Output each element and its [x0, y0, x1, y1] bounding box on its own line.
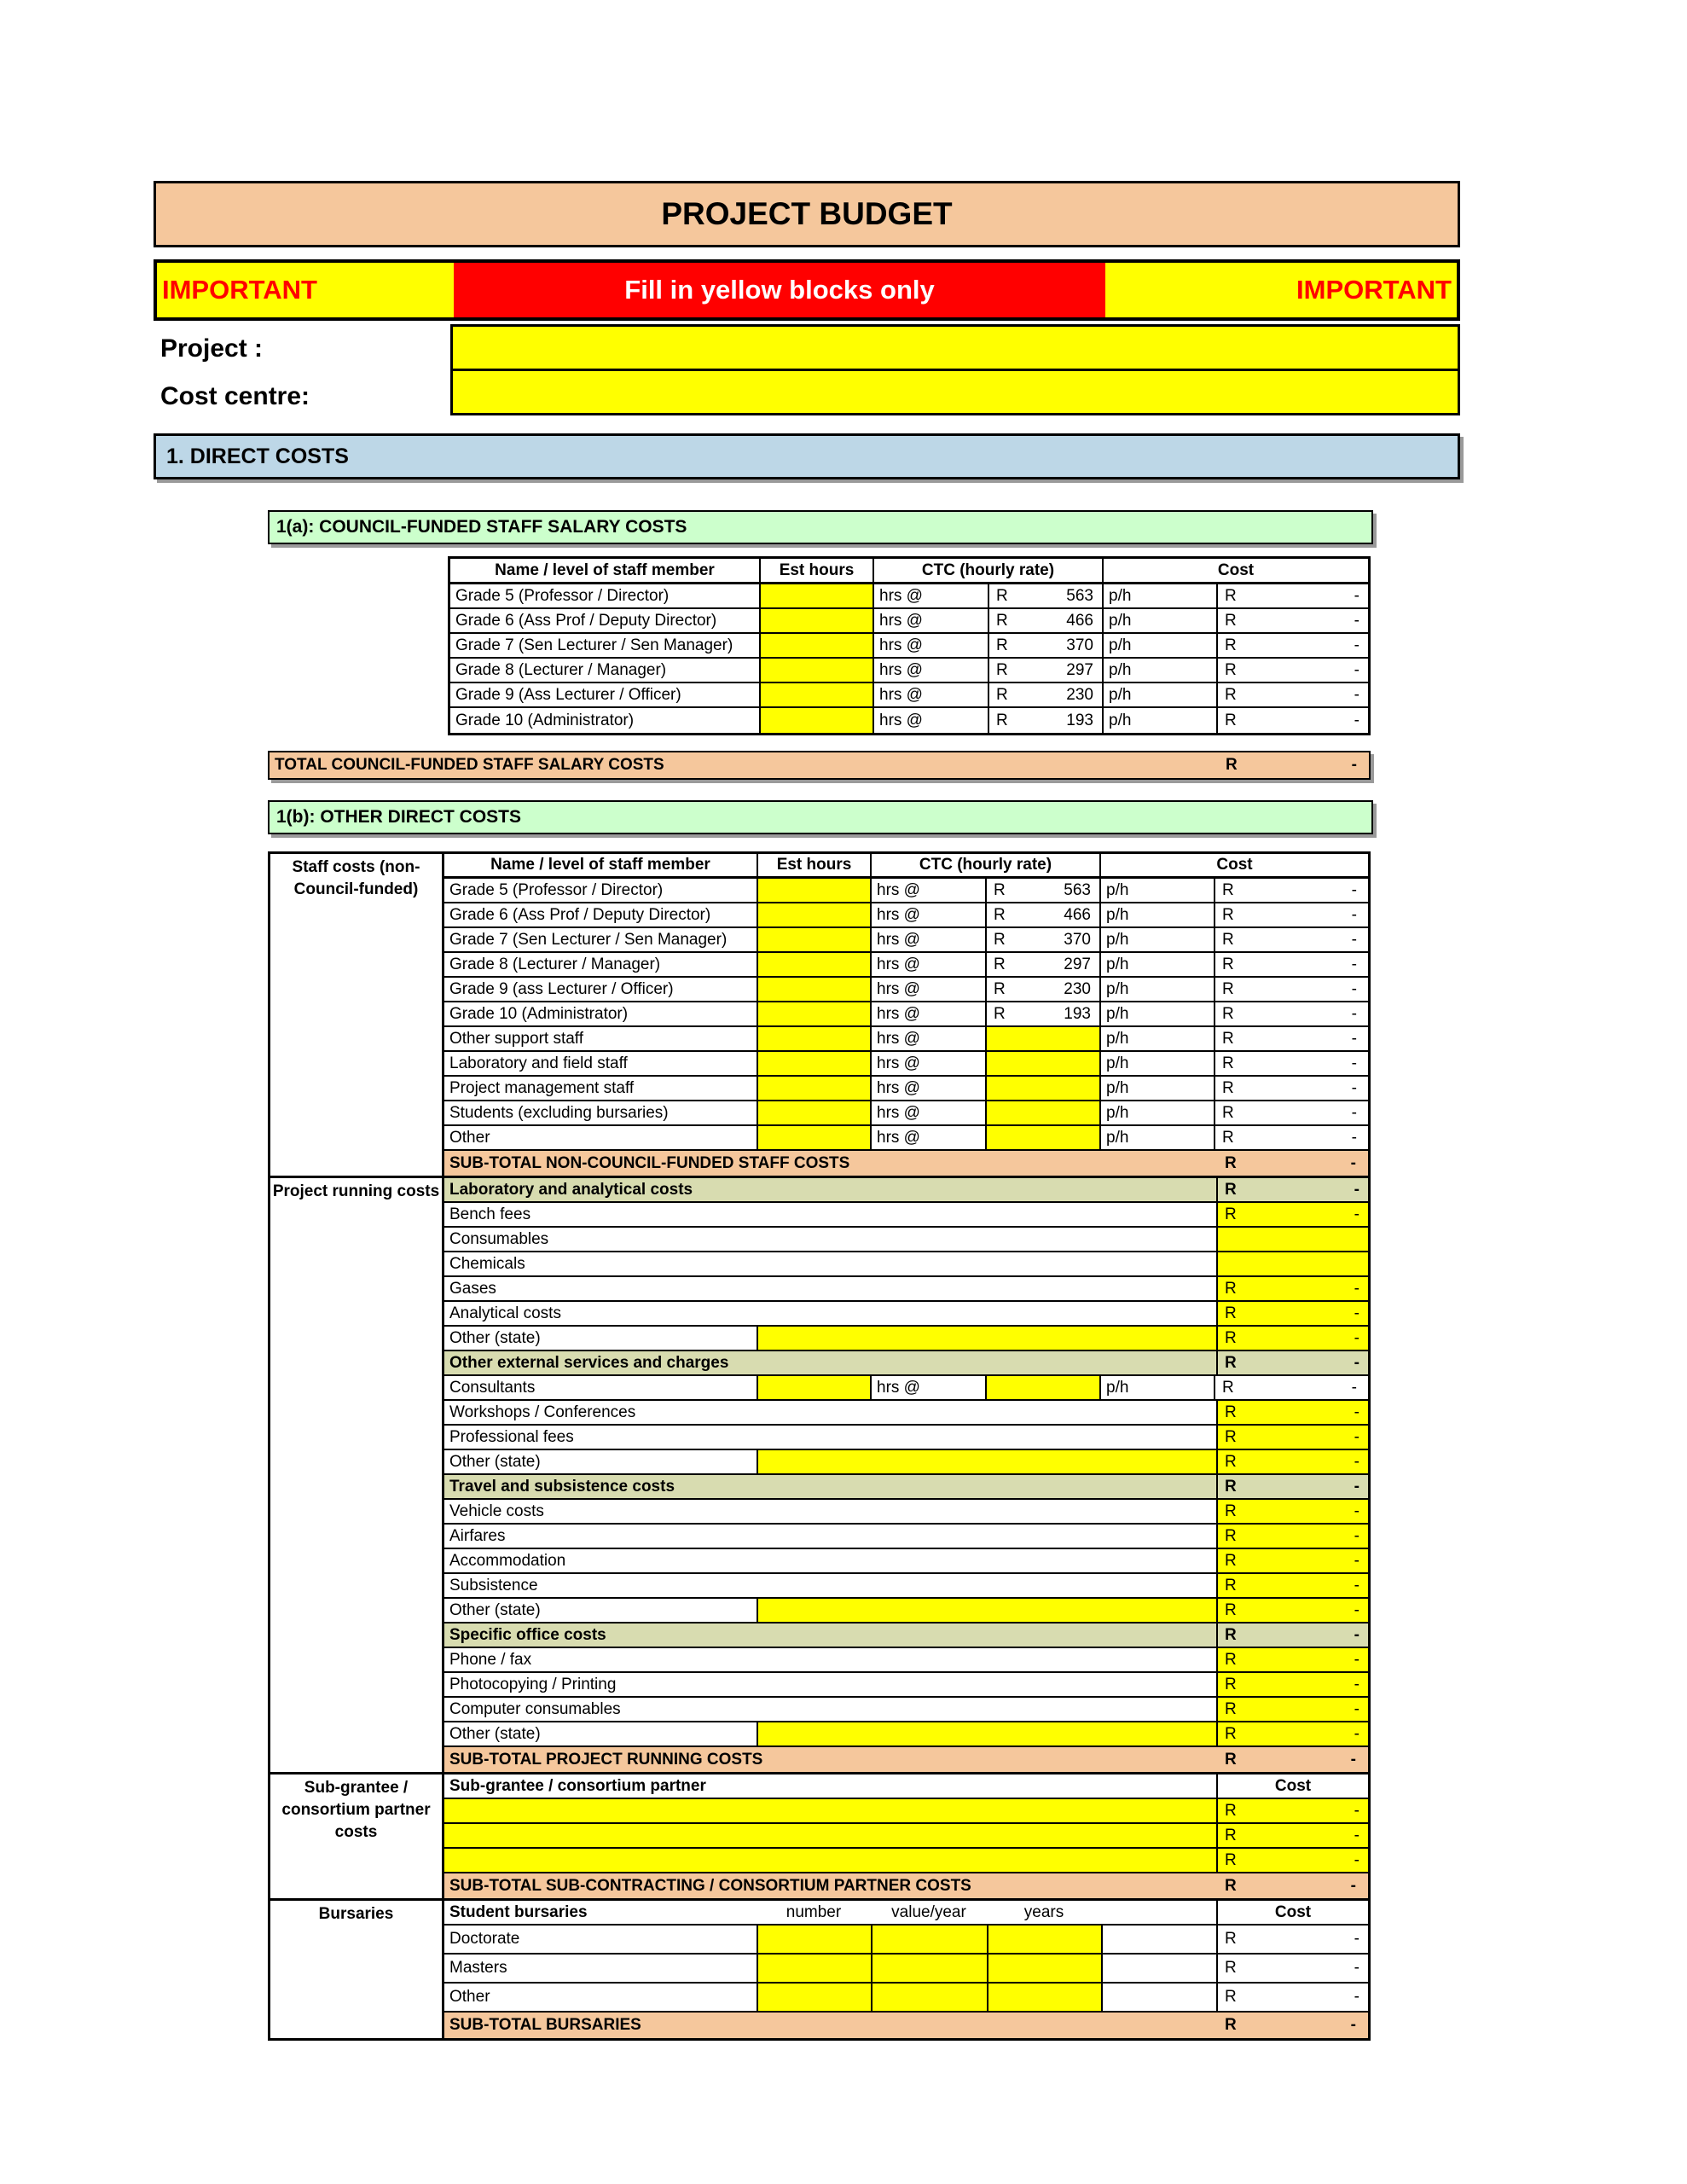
hrs-at-label: hrs @ [870, 903, 985, 926]
subgrantee-input[interactable] [444, 1799, 1216, 1822]
group-cost-cell: R - [1216, 1178, 1368, 1201]
col-ctc: CTC (hourly rate) [872, 559, 1102, 582]
bursary-label: Other [449, 1988, 490, 2006]
staff-name: Grade 7 (Sen Lecturer / Sen Manager) [449, 930, 728, 949]
table-row [444, 1599, 1368, 1623]
table-row [450, 634, 1368, 659]
hrs-at-label: hrs @ [870, 879, 985, 902]
subgrantee-section [270, 1772, 1368, 1898]
cost-input[interactable]: R - [1216, 1500, 1368, 1523]
cost-input[interactable] [1216, 1228, 1368, 1251]
table-row [444, 978, 1368, 1002]
col-cost: Cost [1216, 1901, 1368, 1924]
table-row [444, 1549, 1368, 1574]
rate-cell: R 563 [988, 584, 1102, 607]
cost-cell: R - [1214, 903, 1365, 926]
page-title: PROJECT BUDGET [154, 181, 1460, 247]
bursaries-side-label: Bursaries [270, 1901, 444, 2038]
group-header-row [444, 1475, 1368, 1500]
item-label: Airfares [449, 1526, 506, 1545]
item-label: Computer consumables [449, 1699, 621, 1718]
group-cost-cell: R - [1216, 1475, 1368, 1498]
per-hour-label: p/h [1102, 708, 1216, 733]
bursary-label: Doctorate [449, 1930, 520, 1948]
years-input[interactable] [987, 1926, 1101, 1953]
table-row [444, 1327, 1368, 1351]
table-row [450, 609, 1368, 634]
cost-cell: R - [1214, 1077, 1365, 1100]
rate-cell: R 563 [985, 879, 1099, 902]
per-hour-label: p/h [1099, 928, 1214, 951]
table-row [444, 1722, 1368, 1747]
rate-input[interactable] [985, 1027, 1099, 1050]
table-row [444, 1450, 1368, 1475]
staff-name: Other [449, 1128, 490, 1147]
staff-name: Grade 9 (Ass Lecturer / Officer) [455, 685, 681, 704]
est-hours-input[interactable] [759, 683, 872, 706]
rate-cell: R 193 [988, 708, 1102, 733]
years-input[interactable] [987, 1955, 1101, 1982]
subgrantee-header-label: Sub-grantee / consortium partner [449, 1776, 706, 1795]
col-est-hours: Est hours [759, 559, 872, 582]
item-label: Other (state) [449, 1452, 541, 1471]
table-row [444, 953, 1368, 978]
subtotal-row [444, 1151, 1368, 1176]
staff-name: Students (excluding bursaries) [449, 1103, 669, 1122]
staff-name: Laboratory and field staff [449, 1054, 628, 1072]
est-hours-input[interactable] [757, 1126, 870, 1149]
cost-cell: R - [1216, 1984, 1368, 2011]
staff-name: Grade 6 (Ass Prof / Deputy Director) [449, 905, 711, 924]
total-cost-cell: R - [1226, 756, 1357, 774]
value-year-input[interactable] [871, 1955, 987, 1982]
staff-name: Grade 10 (Administrator) [455, 711, 635, 729]
per-hour-label: p/h [1099, 1077, 1214, 1100]
bursaries-header-label: Student bursaries [449, 1902, 588, 1921]
item-label: Photocopying / Printing [449, 1675, 617, 1693]
per-hour-label: p/h [1099, 1126, 1214, 1149]
cost-input[interactable]: R - [1216, 1722, 1368, 1745]
cost-input[interactable]: R - [1216, 1824, 1368, 1847]
item-label: Other (state) [449, 1724, 541, 1743]
subtotal-label: SUB-TOTAL BURSARIES [449, 2016, 641, 2034]
hrs-at-label: hrs @ [872, 584, 988, 607]
cost-cell: R - [1214, 1101, 1365, 1124]
group-header-label: Laboratory and analytical costs [449, 1180, 693, 1199]
table-row [444, 1525, 1368, 1549]
cost-input[interactable]: R - [1216, 1401, 1368, 1424]
spacer [1101, 1926, 1216, 1953]
est-hours-input[interactable] [757, 978, 870, 1001]
table-row [444, 1376, 1368, 1401]
per-hour-label: p/h [1102, 609, 1216, 632]
cost-input[interactable]: R - [1216, 1574, 1368, 1597]
total-label: TOTAL COUNCIL-FUNDED STAFF SALARY COSTS [275, 756, 664, 774]
table-row [444, 1126, 1368, 1151]
item-label: Gases [449, 1279, 496, 1298]
cost-cell: R - [1216, 634, 1368, 657]
col-value-year: value/year [891, 1902, 966, 1921]
bursaries-section [270, 1898, 1368, 2038]
bursaries-header-row [444, 1901, 1368, 1926]
hrs-at-label: hrs @ [872, 659, 988, 682]
other-state-input[interactable] [757, 1599, 1216, 1622]
bursary-label: Masters [449, 1959, 507, 1977]
per-hour-label: p/h [1099, 1027, 1214, 1050]
value-year-input[interactable] [871, 1984, 987, 2011]
hrs-at-label: hrs @ [870, 953, 985, 976]
cost-cell: R - [1216, 1926, 1368, 1953]
per-hour-label: p/h [1099, 903, 1214, 926]
spacer [1101, 1901, 1216, 1924]
cost-cell: R - [1214, 978, 1365, 1001]
per-hour-label: p/h [1102, 584, 1216, 607]
col-cost: Cost [1216, 1774, 1368, 1798]
staff-name: Other support staff [449, 1029, 584, 1048]
est-hours-input[interactable] [757, 1027, 870, 1050]
staff-name: Grade 5 (Professor / Director) [455, 586, 670, 605]
per-hour-label: p/h [1102, 634, 1216, 657]
group-header-label: Travel and subsistence costs [449, 1477, 675, 1496]
subtotal-label: SUB-TOTAL NON-COUNCIL-FUNDED STAFF COSTS [449, 1153, 850, 1172]
item-label: Workshops / Conferences [449, 1403, 636, 1421]
important-label-left: IMPORTANT [157, 263, 454, 317]
est-hours-input[interactable] [757, 1052, 870, 1075]
table-row [450, 683, 1368, 708]
bursary-row [444, 1984, 1368, 2013]
cost-input[interactable]: R - [1216, 1549, 1368, 1572]
table-row [444, 1500, 1368, 1525]
table-row [444, 1052, 1368, 1077]
table-row [444, 1101, 1368, 1126]
value-year-input[interactable] [871, 1926, 987, 1953]
important-banner [154, 259, 1460, 321]
item-label: Consumables [449, 1229, 549, 1248]
cost-cell: R - [1216, 659, 1368, 682]
staff-name: Grade 5 (Professor / Director) [449, 880, 664, 899]
cost-cell: R - [1214, 1376, 1365, 1399]
important-label-right: IMPORTANT [1105, 263, 1457, 317]
cost-input[interactable] [1216, 1252, 1368, 1275]
staff-costs-section [270, 854, 1368, 1176]
cost-centre-label: Cost centre: [160, 382, 310, 410]
cost-cell: R - [1216, 708, 1368, 733]
col-cost: Cost [1099, 854, 1368, 876]
group-header-label: Specific office costs [449, 1625, 606, 1644]
rate-cell: R 297 [988, 659, 1102, 682]
staff-name: Grade 7 (Sen Lecturer / Sen Manager) [455, 636, 733, 654]
cost-input[interactable]: R - [1216, 1599, 1368, 1622]
rate-cell: R 370 [985, 928, 1099, 951]
per-hour-label: p/h [1102, 659, 1216, 682]
col-years: years [1023, 1902, 1064, 1921]
hrs-at-label: hrs @ [870, 1027, 985, 1050]
item-label: Analytical costs [449, 1304, 561, 1322]
est-hours-input[interactable] [759, 609, 872, 632]
table-row [444, 1799, 1368, 1824]
group-cost-cell: R - [1216, 1351, 1368, 1374]
rate-cell: R 230 [985, 978, 1099, 1001]
staff-name: Grade 9 (ass Lecturer / Officer) [449, 979, 674, 998]
table-row [444, 1401, 1368, 1426]
cost-cell: R - [1216, 683, 1368, 706]
rate-input[interactable] [985, 1052, 1099, 1075]
est-hours-input[interactable] [757, 1002, 870, 1025]
col-est-hours: Est hours [757, 854, 870, 876]
subgrantee-input[interactable] [444, 1849, 1216, 1872]
per-hour-label: p/h [1099, 1052, 1214, 1075]
bursary-row [444, 1926, 1368, 1955]
hrs-at-label: hrs @ [870, 1101, 985, 1124]
cost-cell: R - [1214, 1052, 1365, 1075]
est-hours-input[interactable] [757, 1101, 870, 1124]
rate-input[interactable] [985, 1376, 1099, 1399]
item-label: Accommodation [449, 1551, 566, 1570]
section-direct-costs-header: 1. DIRECT COSTS [154, 433, 1460, 479]
bursary-row [444, 1955, 1368, 1984]
est-hours-input[interactable] [757, 928, 870, 951]
est-hours-input[interactable] [759, 708, 872, 733]
cost-input[interactable]: R - [1216, 1525, 1368, 1548]
number-input[interactable] [757, 1926, 871, 1953]
table-row [444, 1027, 1368, 1052]
est-hours-input[interactable] [757, 953, 870, 976]
item-label: Phone / fax [449, 1650, 532, 1669]
cost-input[interactable]: R - [1216, 1698, 1368, 1721]
table-row [444, 1228, 1368, 1252]
rate-input[interactable] [985, 1126, 1099, 1149]
per-hour-label: p/h [1099, 879, 1214, 902]
table-header [450, 559, 1368, 584]
council-staff-table [448, 556, 1371, 735]
per-hour-label: p/h [1099, 1376, 1214, 1399]
col-name: Name / level of staff member [495, 561, 715, 579]
item-label: Subsistence [449, 1576, 538, 1594]
table-row [444, 1002, 1368, 1027]
table-row [444, 1277, 1368, 1302]
table-row [444, 1698, 1368, 1722]
project-running-section [270, 1176, 1368, 1772]
rate-cell: R 193 [985, 1002, 1099, 1025]
item-label: Consultants [449, 1378, 536, 1397]
est-hours-input[interactable] [757, 1376, 870, 1399]
col-number: number [786, 1902, 842, 1921]
cost-input[interactable]: R - [1216, 1203, 1368, 1226]
est-hours-input[interactable] [757, 903, 870, 926]
subtotal-row [444, 1873, 1368, 1898]
subgrantee-side-label: Sub-grantee / consortium partner costs [270, 1774, 444, 1898]
rate-cell: R 370 [988, 634, 1102, 657]
table-row [444, 1302, 1368, 1327]
staff-costs-side-label: Staff costs (non-Council-funded) [270, 854, 444, 1176]
number-input[interactable] [757, 1955, 871, 1982]
table-row [444, 1849, 1368, 1873]
cost-input[interactable]: R - [1216, 1327, 1368, 1350]
cost-input[interactable]: R - [1216, 1648, 1368, 1671]
spacer [1101, 1955, 1216, 1982]
est-hours-input[interactable] [757, 879, 870, 902]
number-input[interactable] [757, 1984, 871, 2011]
table-row [444, 879, 1368, 903]
table-row [450, 708, 1368, 733]
table-row [450, 584, 1368, 609]
cost-input[interactable]: R - [1216, 1799, 1368, 1822]
col-name: Name / level of staff member [490, 856, 710, 874]
table-row [444, 1252, 1368, 1277]
cost-cell: R - [1216, 609, 1368, 632]
hrs-at-label: hrs @ [870, 1077, 985, 1100]
subtotal-label: SUB-TOTAL PROJECT RUNNING COSTS [449, 1750, 763, 1769]
subgrantee-input[interactable] [444, 1824, 1216, 1847]
per-hour-label: p/h [1099, 978, 1214, 1001]
table-row [444, 1426, 1368, 1450]
subtotal-cost-cell: R - [1225, 1750, 1356, 1769]
hrs-at-label: hrs @ [870, 1376, 985, 1399]
other-state-input[interactable] [757, 1327, 1216, 1350]
other-state-input[interactable] [757, 1450, 1216, 1473]
subtotal-cost-cell: R - [1225, 1876, 1356, 1895]
rate-cell: R 466 [988, 609, 1102, 632]
rate-cell: R 230 [988, 683, 1102, 706]
item-label: Other (state) [449, 1328, 541, 1347]
hrs-at-label: hrs @ [870, 1126, 985, 1149]
table-row [444, 928, 1368, 953]
cost-input[interactable]: R - [1216, 1302, 1368, 1325]
table-row [444, 1203, 1368, 1228]
group-header-row [444, 1178, 1368, 1203]
hrs-at-label: hrs @ [872, 683, 988, 706]
project-input[interactable] [453, 327, 1458, 369]
group-cost-cell: R - [1216, 1623, 1368, 1647]
per-hour-label: p/h [1099, 1002, 1214, 1025]
item-label: Bench fees [449, 1205, 531, 1223]
cost-centre-input[interactable] [453, 369, 1458, 413]
staff-name: Grade 10 (Administrator) [449, 1004, 629, 1023]
staff-name: Project management staff [449, 1078, 635, 1097]
col-ctc: CTC (hourly rate) [870, 854, 1099, 876]
group-header-row [444, 1623, 1368, 1648]
table-header [444, 854, 1368, 879]
subtotal-cost-cell: R - [1225, 1153, 1356, 1172]
project-running-side-label: Project running costs [270, 1178, 444, 1772]
hrs-at-label: hrs @ [872, 708, 988, 733]
rate-cell: R 297 [985, 953, 1099, 976]
hrs-at-label: hrs @ [870, 1052, 985, 1075]
section-1b-header: 1(b): OTHER DIRECT COSTS [268, 800, 1373, 834]
cost-input[interactable]: R - [1216, 1277, 1368, 1300]
cost-cell: R - [1216, 584, 1368, 607]
hrs-at-label: hrs @ [870, 928, 985, 951]
cost-input[interactable]: R - [1216, 1450, 1368, 1473]
per-hour-label: p/h [1099, 1101, 1214, 1124]
staff-name: Grade 6 (Ass Prof / Deputy Director) [455, 611, 717, 630]
cost-input[interactable]: R - [1216, 1849, 1368, 1872]
table-row [444, 1077, 1368, 1101]
meta-inputs [450, 324, 1460, 415]
table-row [444, 1824, 1368, 1849]
total-council-staff-row [268, 751, 1371, 780]
cost-cell: R - [1216, 1955, 1368, 1982]
est-hours-input[interactable] [759, 659, 872, 682]
other-state-input[interactable] [757, 1722, 1216, 1745]
subgrantee-header-row [444, 1774, 1368, 1799]
cost-input[interactable]: R - [1216, 1673, 1368, 1696]
rate-input[interactable] [985, 1101, 1099, 1124]
years-input[interactable] [987, 1984, 1101, 2011]
item-label: Professional fees [449, 1427, 574, 1446]
item-label: Vehicle costs [449, 1502, 544, 1520]
table-row [444, 1648, 1368, 1673]
table-row [444, 1673, 1368, 1698]
cost-cell: R - [1214, 879, 1365, 902]
cost-cell: R - [1214, 928, 1365, 951]
hrs-at-label: hrs @ [870, 1002, 985, 1025]
staff-name: Grade 8 (Lecturer / Manager) [449, 955, 661, 973]
cost-cell: R - [1214, 1126, 1365, 1149]
est-hours-input[interactable] [759, 584, 872, 607]
subtotal-cost-cell: R - [1225, 2016, 1356, 2034]
hrs-at-label: hrs @ [872, 609, 988, 632]
cost-input[interactable]: R - [1216, 1426, 1368, 1449]
subtotal-row [444, 2013, 1368, 2038]
rate-cell: R 466 [985, 903, 1099, 926]
cost-cell: R - [1214, 953, 1365, 976]
table-row [444, 903, 1368, 928]
subtotal-label: SUB-TOTAL SUB-CONTRACTING / CONSORTIUM PARTNER COSTS [449, 1876, 971, 1895]
table-row [450, 659, 1368, 683]
col-cost: Cost [1102, 559, 1368, 582]
other-direct-costs-block [268, 851, 1371, 2041]
per-hour-label: p/h [1099, 953, 1214, 976]
section-1a-header: 1(a): COUNCIL-FUNDED STAFF SALARY COSTS [268, 510, 1373, 544]
cost-cell: R - [1214, 1027, 1365, 1050]
est-hours-input[interactable] [759, 634, 872, 657]
staff-name: Grade 8 (Lecturer / Manager) [455, 660, 667, 679]
per-hour-label: p/h [1102, 683, 1216, 706]
rate-input[interactable] [985, 1077, 1099, 1100]
subtotal-row [444, 1747, 1368, 1772]
cost-cell: R - [1214, 1002, 1365, 1025]
item-label: Chemicals [449, 1254, 525, 1273]
table-row [444, 1574, 1368, 1599]
item-label: Other (state) [449, 1600, 541, 1619]
project-label: Project : [160, 334, 264, 363]
spacer [1101, 1984, 1216, 2011]
hrs-at-label: hrs @ [872, 634, 988, 657]
group-header-label: Other external services and charges [449, 1353, 729, 1372]
est-hours-input[interactable] [757, 1077, 870, 1100]
banner-instruction: Fill in yellow blocks only [454, 263, 1105, 317]
hrs-at-label: hrs @ [870, 978, 985, 1001]
group-header-row [444, 1351, 1368, 1376]
